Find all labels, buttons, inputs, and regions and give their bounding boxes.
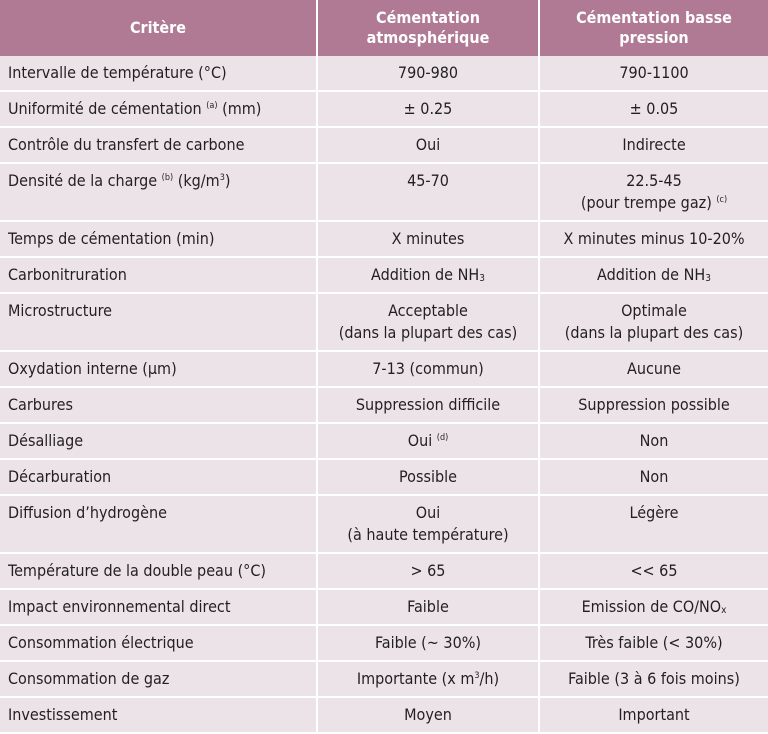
bp-value-cell: Non	[540, 424, 768, 460]
atm-value-cell: 45-70	[318, 164, 540, 222]
table-row	[0, 222, 768, 258]
value-text: Oui	[407, 431, 437, 450]
header-atm-line1: Cémentation	[376, 8, 480, 27]
atm-value-cell	[318, 662, 540, 698]
footnote-ref: (d)	[436, 433, 449, 443]
atm-value-cell: Possible	[318, 460, 540, 496]
criterion-text: )	[224, 171, 231, 190]
bp-value-cell: 790-1100	[540, 56, 768, 92]
table-row	[0, 662, 768, 698]
table-row	[0, 626, 768, 662]
table-row	[0, 698, 768, 734]
atm-value-cell: Faible (~ 30%)	[318, 626, 540, 662]
atm-value-cell	[318, 496, 540, 554]
footnote-ref: (b)	[161, 173, 174, 183]
bp-value-cell	[540, 294, 768, 352]
criterion-cell: Consommation de gaz	[0, 662, 318, 698]
atm-value-cell	[318, 424, 540, 460]
value-line: Oui	[415, 503, 441, 522]
table-row	[0, 496, 768, 554]
bp-value-cell: Important	[540, 698, 768, 734]
table-row	[0, 424, 768, 460]
table-row	[0, 388, 768, 424]
criterion-cell: Température de la double peau (°C)	[0, 554, 318, 590]
bp-value-cell: X minutes minus 10-20%	[540, 222, 768, 258]
atm-value-cell: 790-980	[318, 56, 540, 92]
criterion-text: Uniformité de cémentation	[8, 99, 207, 118]
criterion-text: Densité de la charge	[8, 171, 162, 190]
unit-exponent: 3	[219, 173, 225, 183]
bp-value-cell: Très faible (< 30%)	[540, 626, 768, 662]
criterion-text: (kg/m	[173, 171, 220, 190]
criterion-cell: Carbures	[0, 388, 318, 424]
atm-value-cell: Oui	[318, 128, 540, 164]
header-atmospherique	[318, 0, 540, 56]
atm-value-cell	[318, 258, 540, 294]
value-line: (dans la plupart des cas)	[564, 323, 744, 342]
criterion-cell: Contrôle du transfert de carbone	[0, 128, 318, 164]
bp-value-cell: Légère	[540, 496, 768, 554]
criterion-cell: Carbonitruration	[0, 258, 318, 294]
subscript: 3	[479, 273, 485, 284]
bp-value-cell	[540, 590, 768, 626]
unit-exponent: 3	[474, 671, 480, 681]
table-row	[0, 164, 768, 222]
value-line: Optimale	[621, 301, 687, 320]
table-row	[0, 590, 768, 626]
table-row	[0, 554, 768, 590]
criterion-cell: Consommation électrique	[0, 626, 318, 662]
bp-value-cell: Suppression possible	[540, 388, 768, 424]
value-line	[542, 192, 766, 214]
criterion-cell	[0, 92, 318, 128]
value-text: Addition de NH	[371, 265, 480, 284]
bp-value-cell: Indirecte	[540, 128, 768, 164]
table-row	[0, 128, 768, 164]
value-line: (à haute température)	[347, 525, 509, 544]
atm-value-cell: Faible	[318, 590, 540, 626]
value-line: Acceptable	[388, 301, 468, 320]
value-text: Emission de CO/NO	[581, 597, 722, 616]
value-text: /h)	[479, 669, 500, 688]
bp-value-cell	[540, 164, 768, 222]
criterion-cell: Oxydation interne (µm)	[0, 352, 318, 388]
footnote-ref: (c)	[716, 195, 728, 205]
value-text: Importante (x m	[356, 669, 475, 688]
atm-value-cell: 7-13 (commun)	[318, 352, 540, 388]
header-basse-pression	[540, 0, 768, 56]
table-row	[0, 258, 768, 294]
criterion-cell: Intervalle de température (°C)	[0, 56, 318, 92]
table-row	[0, 460, 768, 496]
bp-value-cell: << 65	[540, 554, 768, 590]
criterion-cell: Microstructure	[0, 294, 318, 352]
header-bp-line1: Cémentation basse	[576, 8, 732, 27]
atm-value-cell: > 65	[318, 554, 540, 590]
bp-value-cell	[540, 258, 768, 294]
criterion-text: (mm)	[217, 99, 262, 118]
criterion-cell: Temps de cémentation (min)	[0, 222, 318, 258]
bp-value-cell: Non	[540, 460, 768, 496]
header-row	[0, 0, 768, 56]
table-row	[0, 294, 768, 352]
table-row	[0, 92, 768, 128]
value-text: (pour trempe gaz)	[580, 193, 717, 212]
header-bp-line2: pression	[619, 28, 689, 47]
atm-value-cell: ± 0.25	[318, 92, 540, 128]
value-text: Addition de NH	[597, 265, 706, 284]
subscript: x	[721, 605, 727, 616]
table-row	[0, 352, 768, 388]
criterion-cell	[0, 164, 318, 222]
atm-value-cell: X minutes	[318, 222, 540, 258]
criterion-cell: Désalliage	[0, 424, 318, 460]
criterion-cell: Investissement	[0, 698, 318, 734]
header-atm-line2: atmosphérique	[366, 28, 490, 47]
criterion-cell: Impact environnemental direct	[0, 590, 318, 626]
header-critere: Critère	[0, 0, 318, 56]
criterion-cell: Diffusion d’hydrogène	[0, 496, 318, 554]
criterion-cell: Décarburation	[0, 460, 318, 496]
atm-value-cell	[318, 294, 540, 352]
atm-value-cell: Moyen	[318, 698, 540, 734]
bp-value-cell: ± 0.05	[540, 92, 768, 128]
value-line: 22.5-45	[626, 171, 682, 190]
footnote-ref: (a)	[206, 101, 218, 111]
subscript: 3	[705, 273, 711, 284]
atm-value-cell: Suppression difficile	[318, 388, 540, 424]
value-line: (dans la plupart des cas)	[338, 323, 518, 342]
bp-value-cell: Faible (3 à 6 fois moins)	[540, 662, 768, 698]
bp-value-cell: Aucune	[540, 352, 768, 388]
table-row	[0, 56, 768, 92]
